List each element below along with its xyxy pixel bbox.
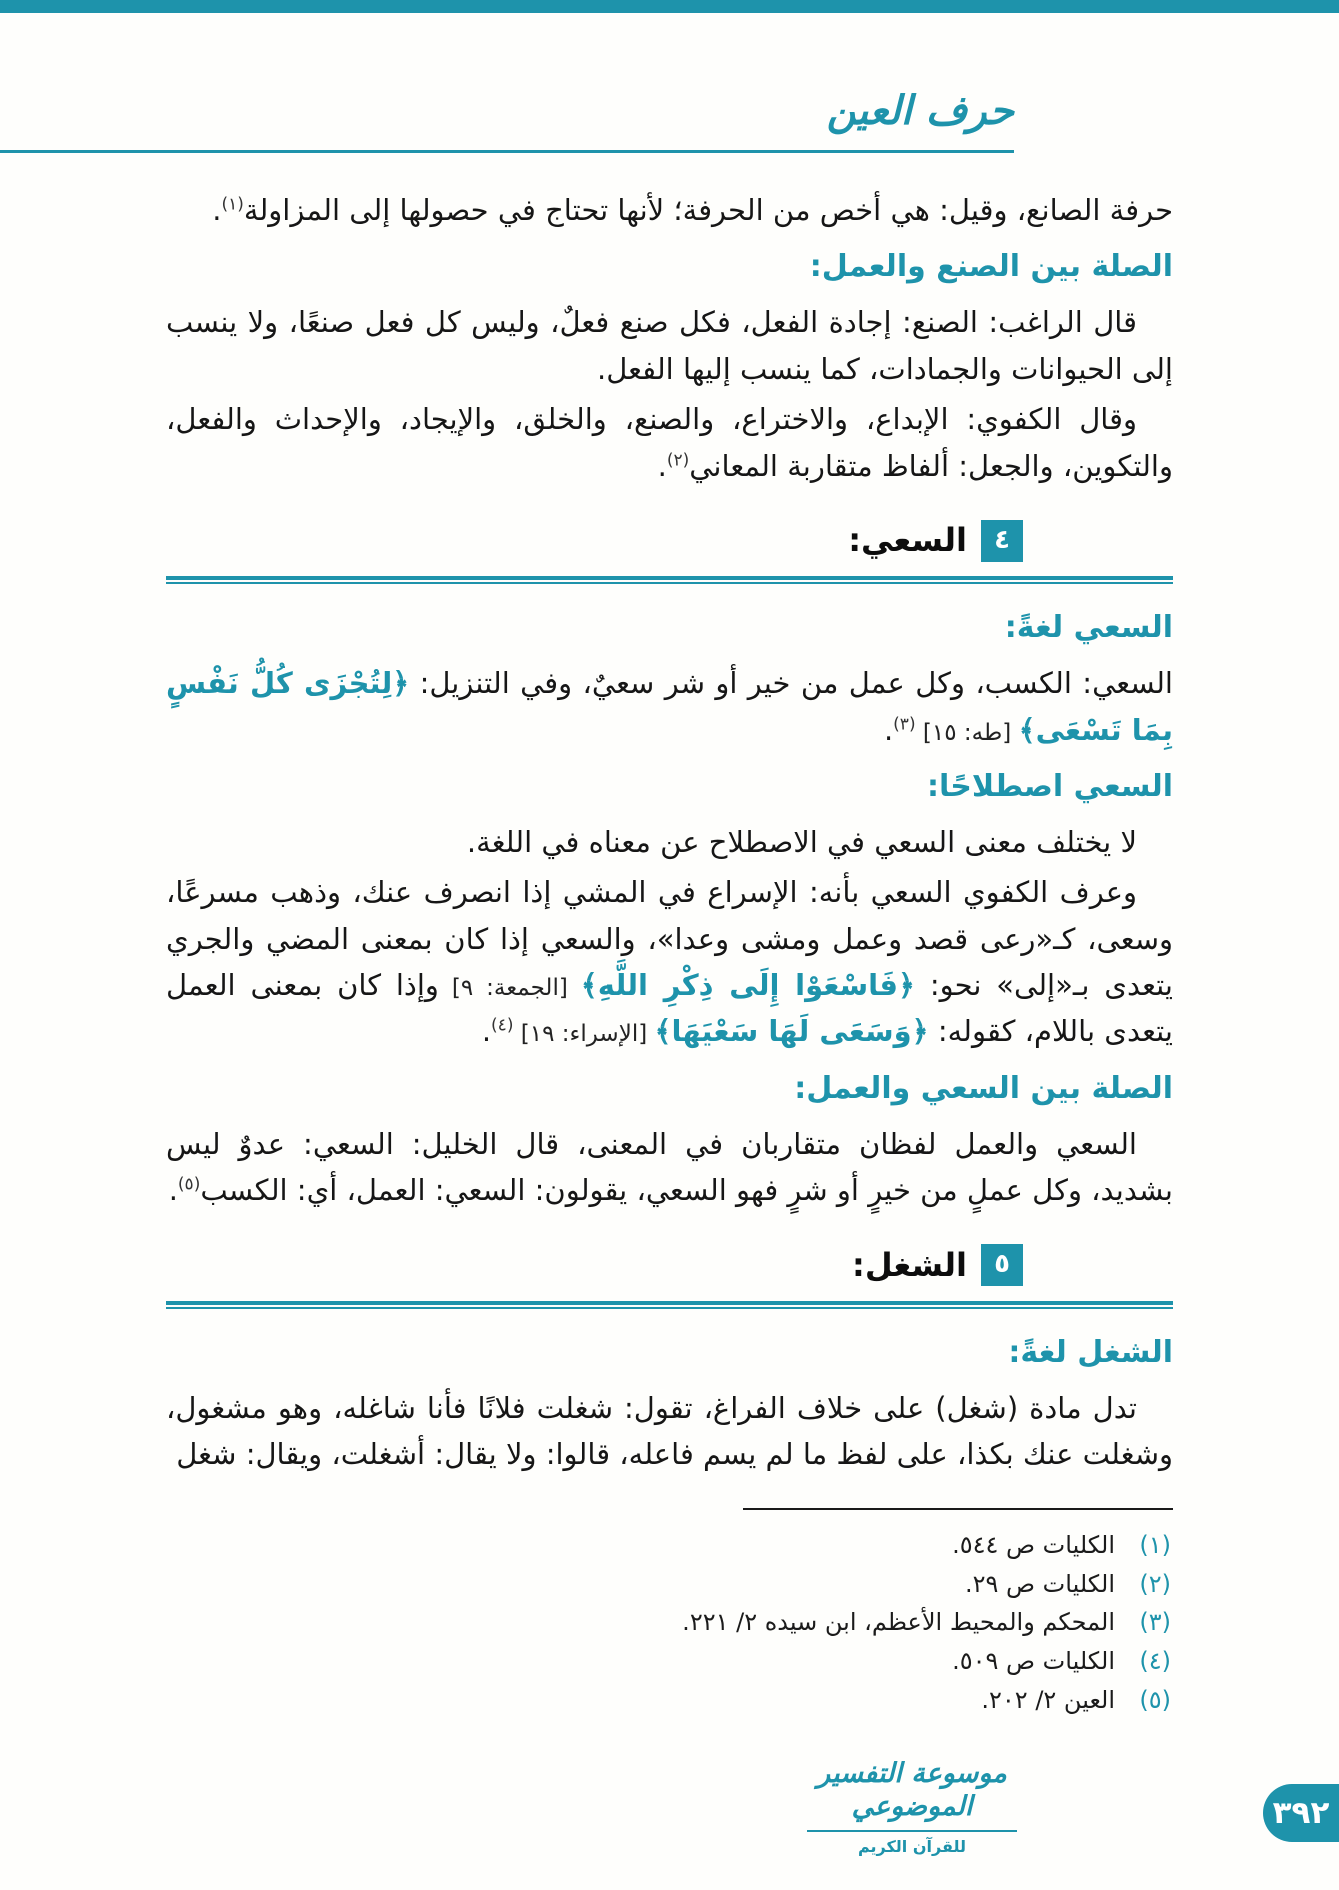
period: . [481,1014,492,1049]
footnote-number: (٤) [1139,1647,1171,1676]
section-title: السعي: [848,520,967,559]
page-number-badge: ٣٩٢ [1263,1784,1339,1842]
footnote-marker: (١) [221,194,244,215]
section-header-4 [166,515,1023,566]
section-divider [166,576,1173,584]
subheading-shughl-lugha: الشغل لغةً: [1008,1334,1173,1370]
footnote-item [0,1603,1171,1642]
verse-reference: [الجمعة: ٩] [438,975,581,1002]
footnote-text: العين ٢/ ٢٠٢. [981,1686,1115,1715]
main-text [0,153,1339,1510]
footnote-text: المحكم والمحيط الأعظم، ابن سيده ٢/ ٢٢١. [682,1608,1115,1637]
footnote-item [0,1565,1171,1604]
footnote-item [0,1642,1171,1681]
quran-verse: ﴿فَاسْعَوْا إِلَى ذِكْرِ اللَّهِ﴾ [580,968,916,1003]
section-number-box: ٥ [981,1244,1023,1286]
footnote-number: (١) [1139,1530,1171,1559]
publisher-logo-title: موسوعة التفسير الموضوعي [807,1757,1017,1833]
section-header-5 [166,1240,1023,1291]
subheading-silah-sana: الصلة بين الصنع والعمل: [809,249,1173,285]
period: . [168,1173,178,1208]
paragraph: قال الراغب: الصنع: إجادة الفعل، فكل صنع فعلٌ، وليس كل فعل صنعًا، ولا ينسب إلى الحيوانات والجمادات، كما ينسب إليها الفعل. [166,305,1173,386]
chapter-title: حرف العين [826,88,1014,134]
period: . [883,712,894,747]
paragraph-text: وإذا كان بمعنى العمل يتعدى باللام، كقوله: [166,968,1173,1049]
footnote-item [0,1526,1171,1565]
section-divider [166,1301,1173,1309]
subheading-saai-istilah: السعي اصطلاحًا: [927,768,1173,804]
paragraph-text: وعرف الكفوي السعي بأنه: الإسراع في المشي إذا انصرف عنك، وذهب مسرعًا، وسعى، كـ«رعى قصد وعمل ومشى وعدا»، والسعي إذا كان بمعنى المضي والجري يتعدى بـ«إلى» نحو: [166,875,1173,1003]
footnote-text: الكليات ص ٢٩. [964,1569,1115,1598]
footnote-marker: (٥) [177,1174,201,1195]
subheading-saai-lugha: السعي لغةً: [1004,610,1173,646]
verse-reference: [طه: ١٥] [915,719,1019,746]
paragraph-text: السعي: الكسب، وكل عمل من خير أو شر سعيٌ، وفي التنزيل: [409,666,1173,701]
footnote-marker: (٤) [491,1015,514,1036]
footnote-text: الكليات ص ٥٤٤. [952,1530,1115,1559]
paragraph-text: السعي والعمل لفظان متقاربان في المعنى، قال الخليل: السعي: عدوٌ ليس بشديد، وكل عملٍ من خيرٍ أو شرٍ فهو السعي، يقولون: السعي: العمل، أي: الكسب [166,1126,1173,1208]
section-number-box: ٤ [981,520,1023,562]
publisher-logo [807,1757,1017,1857]
footnote-marker: (٢) [666,449,690,470]
paragraph-text: وقال الكفوي: الإبداع، والاختراع، والصنع، والخلق، والإيجاد، والإحداث والفعل، والتكوين، والجعل: ألفاظ متقاربة المعاني [166,402,1173,483]
footnotes-block [0,1526,1339,1720]
footnote-number: (٢) [1139,1569,1171,1598]
paragraph: تدل مادة (شغل) على خلاف الفراغ، تقول: شغلت فلانًا فأنا شاغله، وهو مشغول، وشغلت عنك بكذا، على لفظ ما لم يسم فاعله، قالوا: ولا يقال: أشغلت، ويقال: شغل [166,1390,1173,1472]
footnote-item [0,1681,1171,1720]
period: . [212,193,222,227]
subheading-silah-saai-amal: الصلة بين السعي والعمل: [794,1070,1173,1106]
paragraph [166,869,1173,1055]
paragraph [166,660,1173,753]
paragraph: لا يختلف معنى السعي في الاصطلاح عن معناه في اللغة. [466,824,1137,859]
footnote-separator [743,1508,1173,1510]
page-header [0,0,1339,153]
verse-reference: [الإسراء: ١٩] [513,1021,655,1048]
top-accent-strip [0,0,1339,13]
paragraph-text: حرفة الصانع، وقيل: هي أخص من الحرفة؛ لأنها تحتاج في حصولها إلى المزاولة [243,193,1173,227]
footnote-marker: (٣) [893,713,916,734]
footnote-text: الكليات ص ٥٠٩. [952,1647,1115,1676]
paragraph [166,396,1173,489]
quran-verse: ﴿لِتُجْزَى كُلُّ نَفْسٍ بِمَا تَسْعَى﴾ [166,666,1173,747]
paragraph [166,1121,1173,1214]
publisher-logo-subtitle: للقرآن الكريم [857,1837,967,1856]
quran-verse: ﴿وَسَعَى لَهَا سَعْيَهَا﴾ [654,1014,929,1049]
footnote-number: (٣) [1139,1608,1171,1637]
period: . [657,448,667,483]
paragraph [166,187,1173,233]
section-title: الشغل: [852,1245,967,1284]
footnote-number: (٥) [1139,1686,1171,1715]
